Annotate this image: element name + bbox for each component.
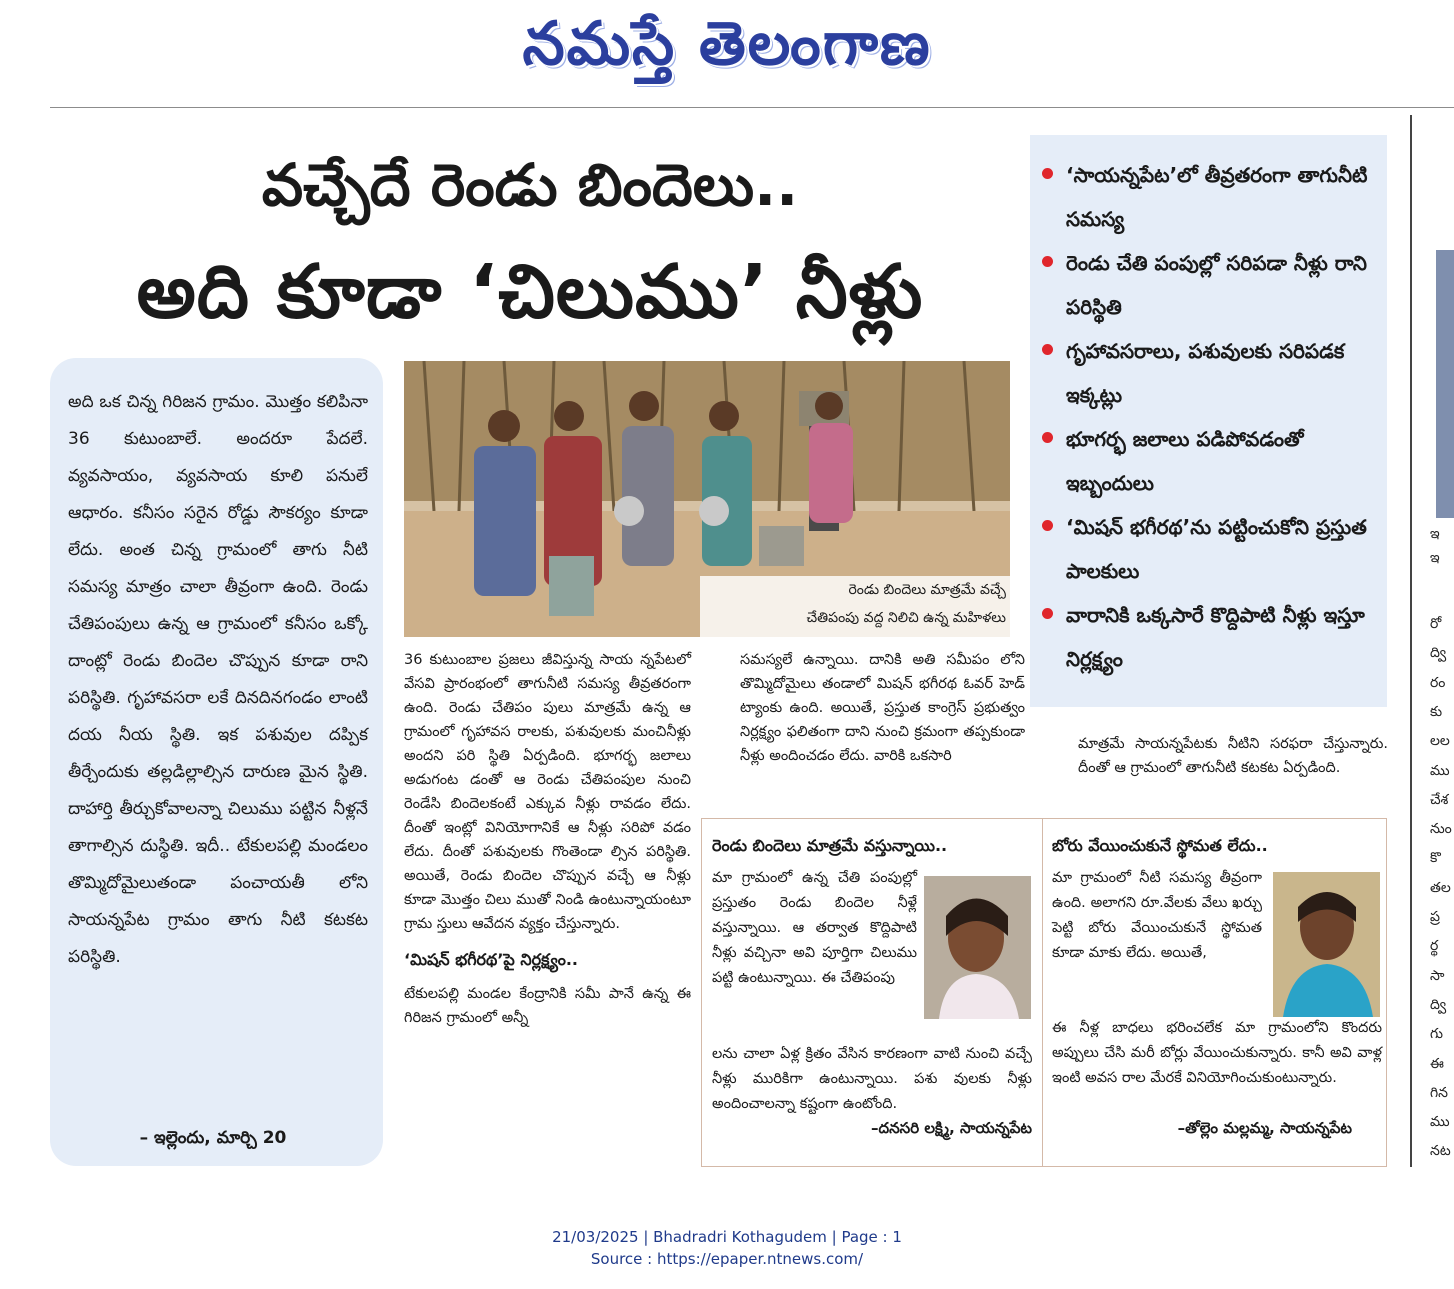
adjacent-text-fragment: చేశ	[1430, 791, 1449, 808]
photo-caption-line-1: రెండు బిందెలు మాత్రమే వచ్చే	[848, 582, 1006, 598]
highlights-list	[1030, 135, 1387, 681]
quote-2-heading: బోరు వేయించుకునే స్థోమత లేదు..	[1052, 836, 1268, 855]
quote-2-text: మా గ్రామంలో నీటి సమస్య తీవ్రంగా ఉంది. అలాగని రూ.వేలకు వేలు ఖర్చు పెట్టి బోరు వేయించుకునే స్థోమత కూడా మాకు లేదు. అయితే,	[1052, 870, 1262, 961]
bullet-icon	[1042, 168, 1053, 179]
highlight-item	[1042, 505, 1373, 593]
column-divider	[1410, 115, 1412, 1167]
adjacent-text-fragment: ర్థ	[1430, 938, 1439, 955]
adjacent-text-fragment: గిన	[1430, 1084, 1448, 1101]
bullet-icon	[1042, 432, 1053, 443]
masthead-divider	[50, 107, 1454, 108]
highlights-box	[1030, 135, 1387, 707]
adjacent-text-fragment: రో	[1430, 616, 1442, 632]
adjacent-text-fragment: ము	[1430, 762, 1450, 779]
adjacent-text-fragment: ద్వి	[1430, 645, 1447, 662]
adjacent-text-fragment: ప్ర	[1430, 909, 1440, 925]
highlight-item-label: ‘మిషన్ భగీరథ’ను పట్టించుకోని ప్రస్తుత పాలకులు	[1066, 515, 1367, 583]
highlight-item	[1042, 241, 1373, 329]
photo-caption	[700, 576, 1010, 637]
headline-line-2: అది కూడా ‘చిలుము’ నీళ్లు	[136, 249, 924, 335]
highlight-item-label: వారానికి ఒక్కసారే కొద్దిపాటి నీళ్లు ఇస్తూ నిర్లక్ష్యం	[1066, 603, 1365, 671]
adjacent-photo-fragment	[1436, 250, 1454, 518]
bullet-icon	[1042, 344, 1053, 355]
adjacent-text-fragment: గు	[1430, 1026, 1444, 1043]
portrait-1-image	[924, 876, 1031, 1019]
bullet-icon	[1042, 520, 1053, 531]
adjacent-text-fragment: తల	[1430, 879, 1451, 896]
adjacent-caption-fragment: ఇ	[1430, 526, 1440, 542]
adjacent-text-fragment: ము	[1430, 1114, 1450, 1131]
footer-source: Source : https://epaper.ntnews.com/	[590, 1250, 864, 1268]
highlight-item	[1042, 417, 1373, 505]
quote-1-text: మా గ్రామంలో ఉన్న చేతి పంపుల్లో ప్రస్తుతం రెండు బిందెల నీళ్లే వస్తున్నాయి. ఆ తర్వాత కొద్దిపాటి నీళ్లు వచ్చినా అవి పూర్తిగా చిలుము పట్టి ఉంటున్నాయి. ఈ చేతిపంపు	[712, 870, 917, 986]
adjacent-caption-fragment: ఇ	[1430, 550, 1440, 566]
adjacent-text-fragment: కొ	[1430, 850, 1441, 867]
adjacent-text-fragment: నుం	[1430, 821, 1452, 838]
page-footer	[0, 1226, 1454, 1270]
lede-text: అది ఒక చిన్న గిరిజన గ్రామం. మొత్తం కలిపినా 36 కుటుంబాలే. అందరూ పేదలే. వ్యవసాయం, వ్యవసాయ కూలి పనులే ఆధారం. కనీసం సరైన రోడ్డు సౌకర్యం కూడా లేదు. అంత చిన్న గ్రామంలో తాగు నీటి సమస్య మాత్రం చాలా తీవ్రంగా ఉంది. రెండు చేతిపంపులు ఉన్న ఆ గ్రామంలో కనీసం ఒక్కో దాంట్లో రెండు బిందెల చొప్పున కూడా రాని పరిస్థితి. గృహావసరా లకే దినదినగండం లాంటి దయ నీయ స్థితి. ఇక పశువుల దప్పిక తీర్చేందుకు తల్లడిల్లాల్సిన దారుణ మైన స్థితి. దాహార్తి తీర్చుకోవాలన్నా చిలుము పట్టిన నీళ్లనే తాగాల్సిన దుస్థితి. ఇదీ.. టేకులపల్లి మండలం తొమ్మిదోమైలుతండా పంచాయతీ లోని సాయన్నపేట గ్రామం తాగు నీటి కటకట పరిస్థితి.	[68, 392, 368, 967]
adjacent-text-fragment: ద్వి	[1430, 996, 1447, 1013]
article-column-1	[404, 648, 691, 1030]
article-column-1-text: 36 కుటుంబాల ప్రజలు జీవిస్తున్న సాయ న్నపేటలో వేసవి ప్రారంభంలో తాగునీటి సమస్య తీవ్రతరంగా ఉంది. రెండు చేతిపం పులు మాత్రమే ఉన్న ఆ గ్రామంలో గృహావస రాలకు, పశువులకు మంచినీళ్లు అందని పరి స్థితి ఏర్పడింది. భూగర్భ జలాలు అడుగంట డంతో ఆ రెండు చేతిపంపుల నుంచి రెండేసి బిందెలకంటే ఎక్కువ నీళ్లు రావడం లేదు. దీంతో ఇంట్లో వినియోగానికే ఆ నీళ్లు సరిపో వడం లేదు. దీంతో పశువులకు గొంతెండా ల్సిన పరిస్థితి. అయితే, రెండు బిందెల చొప్పున వచ్చే ఆ నీళ్లు కూడా మొత్తం చిలు ముతో నిండి ఉంటున్నాయంటూ గ్రామ స్తులు ఆవేదన వ్యక్తం చేస్తున్నారు.	[404, 652, 691, 932]
highlight-item	[1042, 153, 1373, 241]
quote-2-text-continued: ఈ నీళ్ల బాధలు భరించలేక మా గ్రామంలోని కొందరు అప్పులు చేసి మరీ బోర్లు వేయించుకున్నారు. కానీ అవి వాళ్ల ఇంటి అవస రాల మేరకే వినియోగించుకుంటున్నారు.	[1052, 1020, 1382, 1086]
quotes-divider	[1042, 818, 1043, 1167]
adjacent-text-fragment: ఈ	[1430, 1055, 1444, 1072]
quote-1-text-continued: లను చాలా ఏళ్ల క్రితం వేసిన కారణంగా వాటి నుంచి వచ్చే నీళ్లు మురికిగా ఉంటున్నాయి. పశు వులకు నీళ్లు అందించాలన్నా కష్టంగా ఉంటోంది.	[712, 1046, 1032, 1112]
bullet-icon	[1042, 256, 1053, 267]
article-column-1-continued: టేకులపల్లి మండల కేంద్రానికి సమీ పానే ఉన్న ఈ గిరిజన గ్రామంలో అన్నీ	[404, 986, 691, 1026]
highlight-item-label: గృహావసరాలు, పశువులకు సరిపడక ఇక్కట్లు	[1066, 339, 1345, 407]
portrait-2-image	[1273, 872, 1380, 1017]
highlight-item-label: ‘సాయన్నపేట’లో తీవ్రతరంగా తాగునీటి సమస్య	[1066, 163, 1368, 231]
highlight-item-label: రెండు చేతి పంపుల్లో సరిపడా నీళ్లు రాని పరిస్థితి	[1066, 251, 1367, 319]
adjacent-text-fragment: సా	[1430, 967, 1445, 984]
adjacent-text-fragment: లల	[1430, 733, 1450, 750]
article-column-3: మాత్రమే సాయన్నపేటకు నీటిని సరఫరా చేస్తున్నారు. దీంతో ఆ గ్రామంలో తాగునీటి కటకట ఏర్పడింది.	[1078, 736, 1388, 776]
adjacent-text-fragment: కు	[1430, 703, 1443, 720]
highlight-item	[1042, 593, 1373, 681]
highlight-item-label: భూగర్భ జలాలు పడిపోవడంతో ఇబ్బందులు	[1066, 427, 1304, 495]
quote-2-signature: –తోల్లెం మల్లమ్మ, సాయన్నపేట	[1177, 1119, 1352, 1137]
adjacent-text-fragment: రం	[1430, 674, 1446, 691]
article-column-2: సమస్యలే ఉన్నాయి. దానికి అతి సమీపం లోని తొమ్మిదోమైలు తండాలో మిషన్ భగీరథ ఓవర్ హెడ్ ట్యాంకు ఉంది. అయితే, ప్రస్తుత కాంగ్రెస్ ప్రభుత్వం నిర్లక్ష్యం ఫలితంగా దాని నుంచి క్రమంగా తప్పకుండా నీళ్లు అందించడం లేదు. వారికి ఒకసారి	[740, 652, 1025, 764]
footer-edition-info: 21/03/2025 | Bhadradri Kothagudem | Page : 1	[552, 1228, 902, 1246]
bullet-icon	[1042, 608, 1053, 619]
photo-caption-line-2: చేతిపంపు వద్ద నిలిచి ఉన్న మహిళలు	[806, 610, 1006, 626]
quote-1-portrait	[924, 876, 1031, 1019]
headline-line-1: వచ్చేదే రెండు బిందెలు..	[261, 151, 799, 219]
quote-1-heading: రెండు బిందెలు మాత్రమే వస్తున్నాయి..	[712, 836, 948, 855]
highlight-item	[1042, 329, 1373, 417]
quote-1-signature: –దనసరి లక్ష్మి, సాయన్నపేట	[871, 1119, 1032, 1137]
quote-2-portrait	[1273, 872, 1380, 1017]
article-subhead: ‘మిషన్ భగీరథ’పై నిర్లక్ష్యం..	[404, 950, 578, 969]
masthead-logo: నమస్తే తెలంగాణ	[522, 9, 932, 79]
lede-dateline: – ఇల్లెందు, మార్చి 20	[139, 1128, 287, 1148]
adjacent-text-fragment: నట	[1430, 1143, 1451, 1160]
